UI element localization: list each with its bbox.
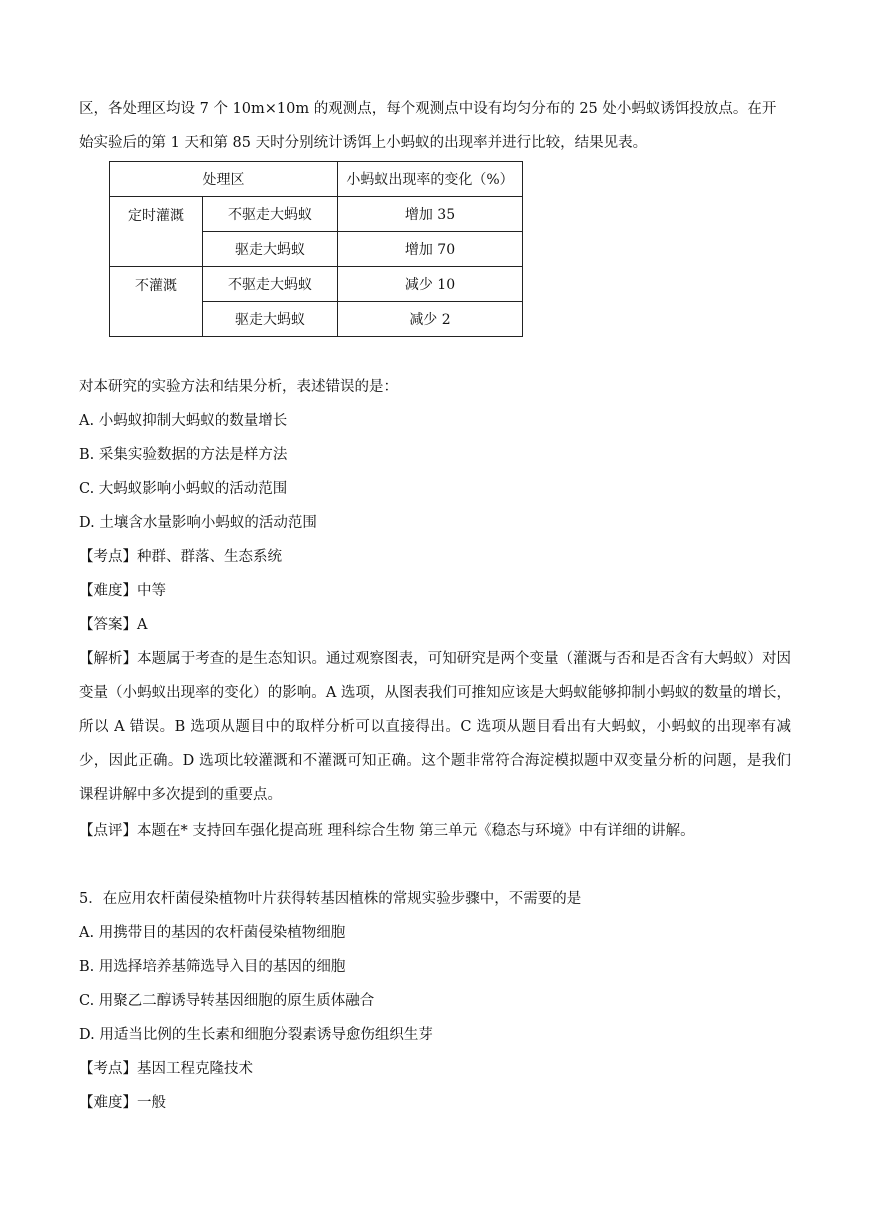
kaodian: 【考点】基因工程克隆技术 xyxy=(79,1061,253,1077)
analysis-paragraph: 【解析】本题属于考查的是生态知识。通过观察图表，可知研究是两个变量（灌溉与否和是否含有大蚂蚁）对因变量（小蚂蚁出现率的变化）的影响。A 选项，从图表我们可推知应该是大蚂蚁能够抑制小蚂蚁的数量的增长，所以 A 错误。B 选项从题目中的取样分析可以直接得出。C 选项从题目看出有大蚂蚁，小蚂蚁的出现率有减少，因此正确。D 选项比较灌溉和不灌溉可知正确。这个题非常符合海淀模拟题中双变量分析的问题，是我们课程讲解中多次提到的重要点。 xyxy=(79,651,791,803)
treatment-cell: 驱走大蚂蚁 xyxy=(203,232,338,267)
question-stem: 对本研究的实验方法和结果分析，表述错误的是： xyxy=(79,379,398,395)
group-label-cell: 不灌溉 xyxy=(110,267,203,337)
intro-line-2: 始实验后的第 1 天和第 85 天时分别统计诱饵上小蚂蚁的出现率并进行比较，结果见表。 xyxy=(79,135,648,151)
answer: 【答案】A xyxy=(79,617,148,633)
result-table xyxy=(109,161,523,337)
nandu: 【难度】中等 xyxy=(79,583,166,599)
option-b: B. 采集实验数据的方法是样方法 xyxy=(79,447,288,463)
option-b: B. 用选择培养基筛选导入目的基因的细胞 xyxy=(79,959,346,975)
table-row xyxy=(110,267,523,302)
option-c: C. 大蚂蚁影响小蚂蚁的活动范围 xyxy=(79,481,288,497)
change-cell: 增加 35 xyxy=(338,197,523,232)
table-row xyxy=(110,197,523,232)
change-cell: 增加 70 xyxy=(338,232,523,267)
table-header-cell: 处理区 xyxy=(110,162,338,197)
comment: 【点评】本题在* 支持回车强化提高班 理科综合生物 第三单元《稳态与环境》中有详细的讲解。 xyxy=(79,823,695,839)
treatment-cell: 不驱走大蚂蚁 xyxy=(203,267,338,302)
group-label-cell: 定时灌溉 xyxy=(110,197,203,267)
table-header-row xyxy=(110,162,523,197)
treatment-cell: 不驱走大蚂蚁 xyxy=(203,197,338,232)
change-cell: 减少 10 xyxy=(338,267,523,302)
treatment-cell: 驱走大蚂蚁 xyxy=(203,302,338,337)
option-d: D. 土壤含水量影响小蚂蚁的活动范围 xyxy=(79,515,317,531)
kaodian: 【考点】种群、群落、生态系统 xyxy=(79,549,282,565)
option-d: D. 用适当比例的生长素和细胞分裂素诱导愈伤组织生芽 xyxy=(79,1027,433,1043)
intro-line-1: 区，各处理区均设 7 个 10m×10m 的观测点，每个观测点中设有均匀分布的 25 处小蚂蚁诱饵投放点。在开 xyxy=(79,101,777,117)
option-a: A. 用携带目的基因的农杆菌侵染植物细胞 xyxy=(79,925,346,941)
option-a: A. 小蚂蚁抑制大蚂蚁的数量增长 xyxy=(79,413,288,429)
question-stem: 5．在应用农杆菌侵染植物叶片获得转基因植株的常规实验步骤中，不需要的是 xyxy=(79,891,582,907)
change-cell: 减少 2 xyxy=(338,302,523,337)
table-header-cell: 小蚂蚁出现率的变化（%） xyxy=(338,162,523,197)
option-c: C. 用聚乙二醇诱导转基因细胞的原生质体融合 xyxy=(79,993,375,1009)
nandu: 【难度】一般 xyxy=(79,1095,166,1111)
